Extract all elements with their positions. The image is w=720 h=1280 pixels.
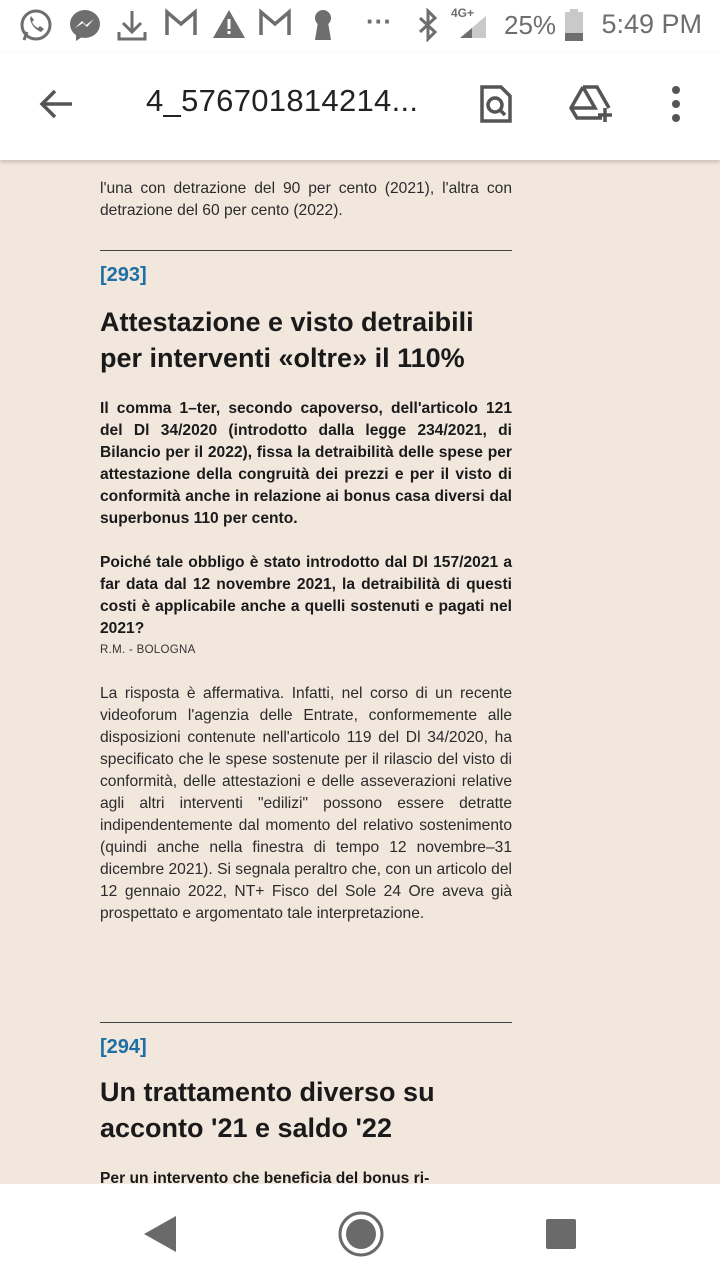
article-question-294: Per un intervento che beneficia del bonus ri- — [100, 1170, 430, 1184]
article-number-293: [293] — [100, 264, 147, 286]
navigation-bar — [0, 1184, 720, 1280]
square-recents-icon — [541, 1214, 581, 1254]
status-bar — [0, 0, 720, 52]
more-notifications-icon: ··· — [366, 6, 392, 36]
article-answer-293: La risposta è affermativa. Infatti, nel corso di un recente videoforum l'agenzia delle Entrate, conformemente alle disposizioni contenute nell'articolo 119 del Dl 34/2020, ha specificato che le spese sostenute per il rilascio del visto di conformità, delle attestazioni e delle asseverazioni relative agli altri interventi "edilizi" possono essere detratte indipendentemente dal momento del relativo sostenimento (quindi anche nella finestra di tempo 12 novembre–31 dicembre 2021). Si segnala peraltro che, con un articolo del 12 gennaio 2022, NT+ Fisco del Sole 24 Ore aveva già prospettato e argomentato tale interpretazione. — [100, 685, 512, 922]
divider-293 — [100, 250, 512, 251]
article-signature-293: R.M. - BOLOGNA — [100, 644, 196, 656]
battery-percent: 25% — [504, 10, 557, 40]
article-question-293: Il comma 1–ter, secondo capoverso, dell'articolo 121 del Dl 34/2020 (introdotto dalla legge 234/2021, di Bilancio per il 2022), fissa la detraibilità delle spese per attestazione della congruità dei prezzi e per il visto di conformità anche in relazione ai bonus casa diversi dal superbonus 110 per cento. — [100, 400, 512, 527]
download-icon — [116, 8, 148, 47]
article-title-293: Attestazione e visto detraibili per interventi «oltre» il 110% — [100, 307, 474, 373]
circle-home-icon — [334, 1207, 388, 1261]
signal-icon — [458, 14, 488, 45]
app-bar — [0, 52, 720, 160]
network-type: 4G+ — [451, 6, 475, 20]
article-question2-293: Poiché tale obbligo è stato introdotto dal Dl 157/2021 a far data dal 12 novembre 2021, la detraibilità di questi costi è applicabile anche a quelli sostenuti e pagati nel 2021? — [100, 554, 512, 637]
add-to-drive-button[interactable] — [566, 78, 618, 130]
arrow-left-icon — [38, 88, 74, 120]
clock: 5:49 PM — [601, 9, 702, 39]
divider-294 — [100, 1022, 512, 1023]
back-button[interactable] — [30, 78, 82, 130]
keyhole-icon — [310, 8, 336, 47]
triangle-back-icon — [134, 1208, 186, 1260]
document-title: 4_576701814214... — [146, 83, 419, 118]
gmail-icon-2 — [258, 8, 292, 43]
nav-recents-button[interactable] — [541, 1214, 581, 1254]
file-search-icon — [479, 84, 513, 124]
intro-text: l'una con detrazione del 90 per cento (2021), l'altra con detrazione del 60 per cento (2022). — [100, 180, 512, 219]
messenger-icon — [68, 8, 102, 47]
battery-icon — [563, 8, 585, 47]
gmail-icon — [164, 8, 198, 43]
article-number-294: [294] — [100, 1036, 147, 1058]
document-page[interactable] — [0, 160, 720, 1184]
nav-back-button[interactable] — [134, 1208, 186, 1260]
drive-add-icon — [569, 84, 615, 124]
more-options-button[interactable] — [650, 78, 702, 130]
whatsapp-icon — [18, 8, 54, 49]
nav-home-button[interactable] — [334, 1207, 388, 1261]
more-vert-icon — [671, 85, 681, 123]
search-document-button[interactable] — [470, 78, 522, 130]
bluetooth-icon — [416, 8, 440, 47]
warning-icon — [212, 8, 246, 45]
article-title-294: Un trattamento diverso su acconto '21 e saldo '22 — [100, 1077, 435, 1143]
